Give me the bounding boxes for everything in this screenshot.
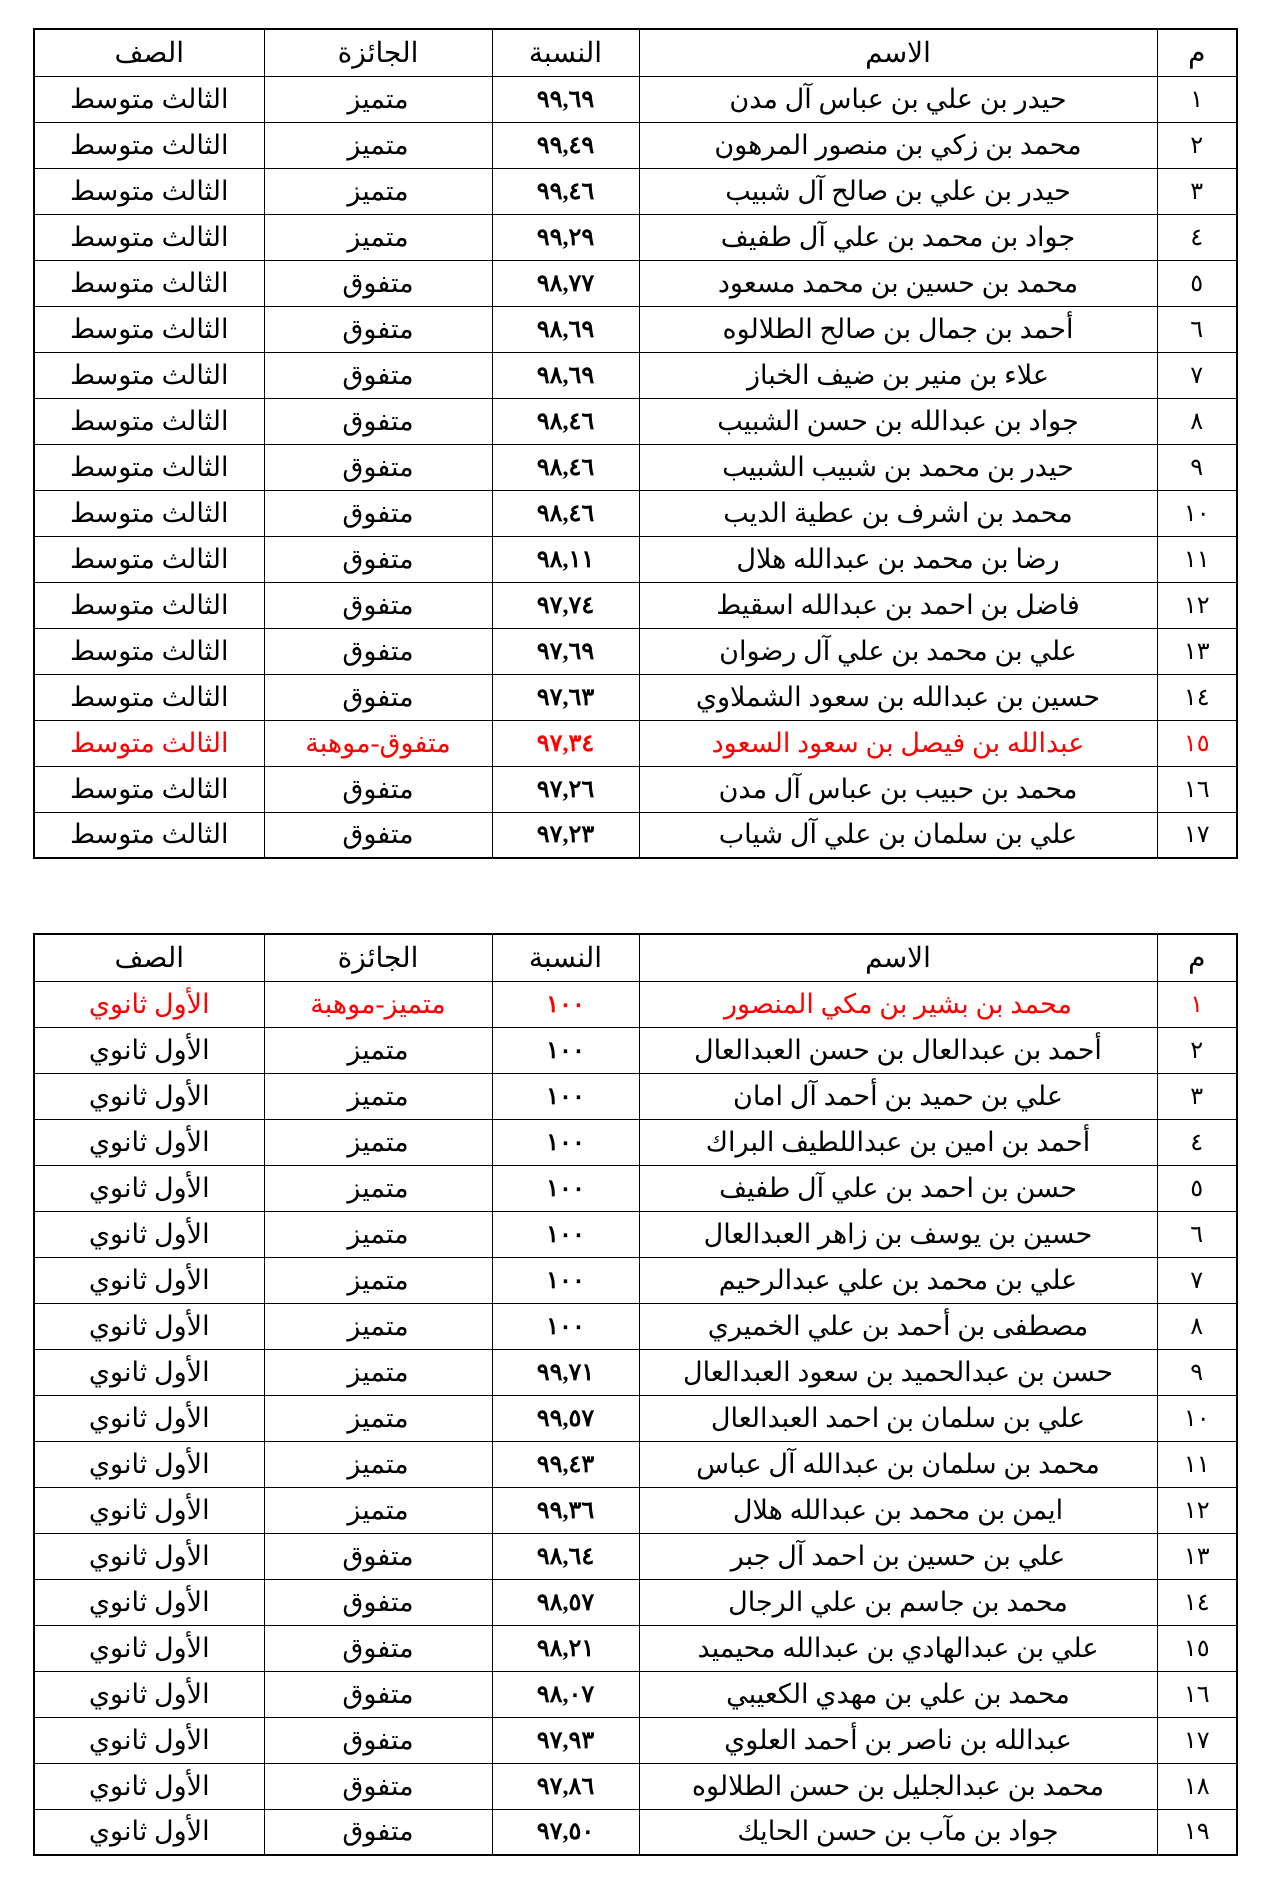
- cell-num: ٢: [1157, 122, 1237, 168]
- cell-award: متميز: [264, 1257, 492, 1303]
- cell-num: ٦: [1157, 1211, 1237, 1257]
- table-row: [34, 168, 1237, 214]
- cell-percent: ١٠٠: [492, 1303, 639, 1349]
- cell-grade: الأول ثانوي: [34, 1533, 264, 1579]
- cell-name: محمد بن حبيب بن عباس آل مدن: [639, 766, 1157, 812]
- cell-grade: الثالث متوسط: [34, 306, 264, 352]
- cell-award: متميز: [264, 1349, 492, 1395]
- header-num: م: [1157, 934, 1237, 981]
- cell-award: متميز: [264, 1487, 492, 1533]
- cell-grade: الثالث متوسط: [34, 674, 264, 720]
- table-row: [34, 490, 1237, 536]
- table-row: [34, 352, 1237, 398]
- cell-grade: الثالث متوسط: [34, 168, 264, 214]
- cell-num: ١٤: [1157, 674, 1237, 720]
- cell-name: حيدر بن علي بن صالح آل شبيب: [639, 168, 1157, 214]
- cell-grade: الأول ثانوي: [34, 981, 264, 1027]
- table-body: [34, 76, 1237, 858]
- cell-name: مصطفى بن أحمد بن علي الخميري: [639, 1303, 1157, 1349]
- cell-num: ٦: [1157, 306, 1237, 352]
- cell-num: ١٩: [1157, 1809, 1237, 1855]
- cell-grade: الأول ثانوي: [34, 1809, 264, 1855]
- cell-award: متفوق: [264, 1579, 492, 1625]
- cell-grade: الأول ثانوي: [34, 1257, 264, 1303]
- table-header: [34, 934, 1237, 981]
- cell-num: ٧: [1157, 352, 1237, 398]
- cell-award: متميز: [264, 76, 492, 122]
- cell-percent: ٩٨,٧٧: [492, 260, 639, 306]
- cell-percent: ٩٧,٣٤: [492, 720, 639, 766]
- cell-award: متميز: [264, 1165, 492, 1211]
- cell-award: متميز-موهبة: [264, 981, 492, 1027]
- table-row: [34, 214, 1237, 260]
- table-row: [34, 1257, 1237, 1303]
- cell-name: محمد بن جاسم بن علي الرجال: [639, 1579, 1157, 1625]
- cell-name: محمد بن حسين بن محمد مسعود: [639, 260, 1157, 306]
- cell-award: متميز: [264, 1441, 492, 1487]
- cell-percent: ١٠٠: [492, 1073, 639, 1119]
- cell-grade: الأول ثانوي: [34, 1349, 264, 1395]
- table-row: [34, 1027, 1237, 1073]
- cell-percent: ٩٩,٤٣: [492, 1441, 639, 1487]
- header-percent: النسبة: [492, 29, 639, 76]
- cell-grade: الثالث متوسط: [34, 628, 264, 674]
- cell-name: فاضل بن احمد بن عبدالله اسقيط: [639, 582, 1157, 628]
- cell-percent: ٩٨,٦٤: [492, 1533, 639, 1579]
- cell-name: علي بن عبدالهادي بن عبدالله محيميد: [639, 1625, 1157, 1671]
- cell-grade: الثالث متوسط: [34, 76, 264, 122]
- results-table-third-intermediate: [33, 28, 1238, 859]
- cell-percent: ٩٨,٤٦: [492, 444, 639, 490]
- cell-name: ايمن بن محمد بن عبدالله هلال: [639, 1487, 1157, 1533]
- cell-award: متميز: [264, 1303, 492, 1349]
- cell-percent: ١٠٠: [492, 1165, 639, 1211]
- cell-award: متفوق: [264, 444, 492, 490]
- cell-name: جواد بن عبدالله بن حسن الشبيب: [639, 398, 1157, 444]
- cell-award: متميز: [264, 122, 492, 168]
- cell-award: متفوق: [264, 1671, 492, 1717]
- cell-grade: الثالث متوسط: [34, 812, 264, 858]
- cell-percent: ٩٧,٨٦: [492, 1763, 639, 1809]
- cell-award: متفوق: [264, 674, 492, 720]
- cell-award: متفوق: [264, 1625, 492, 1671]
- cell-percent: ٩٩,٤٦: [492, 168, 639, 214]
- cell-num: ٨: [1157, 1303, 1237, 1349]
- table-row: [34, 1349, 1237, 1395]
- table-row: [34, 628, 1237, 674]
- cell-percent: ٩٧,٢٣: [492, 812, 639, 858]
- cell-award: متفوق: [264, 398, 492, 444]
- cell-num: ١١: [1157, 536, 1237, 582]
- cell-grade: الأول ثانوي: [34, 1165, 264, 1211]
- cell-percent: ٩٩,٦٩: [492, 76, 639, 122]
- cell-percent: ٩٩,٣٦: [492, 1487, 639, 1533]
- table-row: [34, 674, 1237, 720]
- table-row: [34, 122, 1237, 168]
- cell-grade: الثالث متوسط: [34, 490, 264, 536]
- cell-award: متميز: [264, 168, 492, 214]
- header-num: م: [1157, 29, 1237, 76]
- header-name: الاسم: [639, 29, 1157, 76]
- cell-award: متفوق: [264, 536, 492, 582]
- cell-name: حسن بن عبدالحميد بن سعود العبدالعال: [639, 1349, 1157, 1395]
- cell-name: حسين بن يوسف بن زاهر العبدالعال: [639, 1211, 1157, 1257]
- cell-percent: ٩٨,٦٩: [492, 352, 639, 398]
- cell-num: ١٥: [1157, 1625, 1237, 1671]
- table-row: [34, 536, 1237, 582]
- cell-name: جواد بن مآب بن حسن الحايك: [639, 1809, 1157, 1855]
- cell-name: علي بن سلمان بن علي آل شياب: [639, 812, 1157, 858]
- cell-percent: ٩٩,٤٩: [492, 122, 639, 168]
- header-row: [34, 29, 1237, 76]
- cell-grade: الأول ثانوي: [34, 1119, 264, 1165]
- table-row: [34, 1303, 1237, 1349]
- table-row: [34, 720, 1237, 766]
- table-row: [34, 1211, 1237, 1257]
- cell-percent: ٩٧,٦٩: [492, 628, 639, 674]
- cell-name: علي بن حميد بن أحمد آل امان: [639, 1073, 1157, 1119]
- cell-num: ١٠: [1157, 490, 1237, 536]
- cell-name: محمد بن علي بن مهدي الكعيبي: [639, 1671, 1157, 1717]
- cell-grade: الأول ثانوي: [34, 1717, 264, 1763]
- cell-num: ١٢: [1157, 1487, 1237, 1533]
- cell-percent: ٩٧,٩٣: [492, 1717, 639, 1763]
- table-row: [34, 1625, 1237, 1671]
- cell-grade: الأول ثانوي: [34, 1027, 264, 1073]
- cell-percent: ٩٧,٧٤: [492, 582, 639, 628]
- cell-award: متميز: [264, 1027, 492, 1073]
- cell-num: ١٢: [1157, 582, 1237, 628]
- cell-award: متميز: [264, 1211, 492, 1257]
- table-body: [34, 981, 1237, 1855]
- cell-num: ١٦: [1157, 1671, 1237, 1717]
- cell-name: محمد بن زكي بن منصور المرهون: [639, 122, 1157, 168]
- cell-percent: ١٠٠: [492, 1211, 639, 1257]
- cell-grade: الأول ثانوي: [34, 1625, 264, 1671]
- cell-num: ١٠: [1157, 1395, 1237, 1441]
- header-row: [34, 934, 1237, 981]
- cell-grade: الثالث متوسط: [34, 122, 264, 168]
- cell-name: حسين بن عبدالله بن سعود الشملاوي: [639, 674, 1157, 720]
- cell-name: عبدالله بن ناصر بن أحمد العلوي: [639, 1717, 1157, 1763]
- cell-percent: ١٠٠: [492, 1257, 639, 1303]
- header-award: الجائزة: [264, 29, 492, 76]
- cell-name: علي بن حسين بن احمد آل جبر: [639, 1533, 1157, 1579]
- cell-percent: ٩٨,٤٦: [492, 398, 639, 444]
- table-header: [34, 29, 1237, 76]
- table-row: [34, 1533, 1237, 1579]
- table-row: [34, 981, 1237, 1027]
- cell-num: ٣: [1157, 168, 1237, 214]
- cell-percent: ٩٨,٠٧: [492, 1671, 639, 1717]
- cell-percent: ١٠٠: [492, 1119, 639, 1165]
- cell-award: متفوق: [264, 582, 492, 628]
- table-row: [34, 306, 1237, 352]
- header-percent: النسبة: [492, 934, 639, 981]
- cell-award: متفوق: [264, 260, 492, 306]
- cell-num: ٢: [1157, 1027, 1237, 1073]
- cell-award: متفوق: [264, 1717, 492, 1763]
- cell-award: متفوق: [264, 1763, 492, 1809]
- header-grade: الصف: [34, 29, 264, 76]
- cell-award: متفوق: [264, 812, 492, 858]
- cell-grade: الثالث متوسط: [34, 260, 264, 306]
- cell-num: ٥: [1157, 1165, 1237, 1211]
- cell-award: متميز: [264, 1395, 492, 1441]
- cell-name: رضا بن محمد بن عبدالله هلال: [639, 536, 1157, 582]
- cell-award: متفوق: [264, 306, 492, 352]
- cell-num: ٤: [1157, 214, 1237, 260]
- table-row: [34, 444, 1237, 490]
- cell-grade: الثالث متوسط: [34, 582, 264, 628]
- cell-num: ١: [1157, 76, 1237, 122]
- cell-grade: الأول ثانوي: [34, 1671, 264, 1717]
- cell-award: متميز: [264, 1119, 492, 1165]
- cell-percent: ١٠٠: [492, 981, 639, 1027]
- cell-name: علاء بن منير بن ضيف الخباز: [639, 352, 1157, 398]
- cell-grade: الثالث متوسط: [34, 214, 264, 260]
- table-row: [34, 1073, 1237, 1119]
- table-row: [34, 812, 1237, 858]
- cell-award: متفوق: [264, 1809, 492, 1855]
- cell-percent: ٩٨,٦٩: [492, 306, 639, 352]
- cell-percent: ٩٨,٥٧: [492, 1579, 639, 1625]
- cell-name: عبدالله بن فيصل بن سعود السعود: [639, 720, 1157, 766]
- table-row: [34, 1671, 1237, 1717]
- cell-num: ١٣: [1157, 628, 1237, 674]
- cell-percent: ٩٨,٢١: [492, 1625, 639, 1671]
- cell-num: ١٦: [1157, 766, 1237, 812]
- cell-num: ١١: [1157, 1441, 1237, 1487]
- cell-grade: الثالث متوسط: [34, 766, 264, 812]
- cell-name: حسن بن احمد بن علي آل طفيف: [639, 1165, 1157, 1211]
- cell-grade: الأول ثانوي: [34, 1395, 264, 1441]
- cell-num: ٨: [1157, 398, 1237, 444]
- cell-num: ٩: [1157, 1349, 1237, 1395]
- cell-grade: الثالث متوسط: [34, 720, 264, 766]
- header-grade: الصف: [34, 934, 264, 981]
- cell-award: متفوق: [264, 1533, 492, 1579]
- header-award: الجائزة: [264, 934, 492, 981]
- cell-grade: الثالث متوسط: [34, 444, 264, 490]
- cell-grade: الأول ثانوي: [34, 1579, 264, 1625]
- cell-award: متفوق: [264, 628, 492, 674]
- cell-name: علي بن محمد بن علي آل رضوان: [639, 628, 1157, 674]
- cell-name: علي بن سلمان بن احمد العبدالعال: [639, 1395, 1157, 1441]
- results-table-first-secondary: [33, 933, 1238, 1856]
- cell-percent: ١٠٠: [492, 1027, 639, 1073]
- cell-grade: الأول ثانوي: [34, 1303, 264, 1349]
- cell-percent: ٩٨,١١: [492, 536, 639, 582]
- table-row: [34, 1487, 1237, 1533]
- cell-grade: الأول ثانوي: [34, 1763, 264, 1809]
- cell-award: متفوق: [264, 490, 492, 536]
- cell-grade: الأول ثانوي: [34, 1073, 264, 1119]
- cell-name: حيدر بن محمد بن شبيب الشبيب: [639, 444, 1157, 490]
- table-row: [34, 260, 1237, 306]
- cell-award: متميز: [264, 214, 492, 260]
- cell-num: ٩: [1157, 444, 1237, 490]
- table-row: [34, 766, 1237, 812]
- table-row: [34, 1119, 1237, 1165]
- table-row: [34, 1717, 1237, 1763]
- cell-percent: ٩٧,٦٣: [492, 674, 639, 720]
- cell-percent: ٩٩,٢٩: [492, 214, 639, 260]
- cell-name: محمد بن عبدالجليل بن حسن الطلالوه: [639, 1763, 1157, 1809]
- cell-award: متفوق: [264, 352, 492, 398]
- cell-name: علي بن محمد بن علي عبدالرحيم: [639, 1257, 1157, 1303]
- cell-num: ١٧: [1157, 1717, 1237, 1763]
- cell-num: ٥: [1157, 260, 1237, 306]
- cell-name: حيدر بن علي بن عباس آل مدن: [639, 76, 1157, 122]
- table-row: [34, 76, 1237, 122]
- table-row: [34, 1579, 1237, 1625]
- cell-num: ١٨: [1157, 1763, 1237, 1809]
- cell-award: متميز: [264, 1073, 492, 1119]
- cell-name: أحمد بن جمال بن صالح الطلالوه: [639, 306, 1157, 352]
- cell-grade: الثالث متوسط: [34, 352, 264, 398]
- cell-num: ١: [1157, 981, 1237, 1027]
- cell-percent: ٩٩,٧١: [492, 1349, 639, 1395]
- cell-percent: ٩٧,٥٠: [492, 1809, 639, 1855]
- cell-name: محمد بن بشير بن مكي المنصور: [639, 981, 1157, 1027]
- cell-num: ٤: [1157, 1119, 1237, 1165]
- cell-grade: الأول ثانوي: [34, 1441, 264, 1487]
- table-row: [34, 1441, 1237, 1487]
- cell-name: محمد بن اشرف بن عطية الديب: [639, 490, 1157, 536]
- cell-name: أحمد بن امين بن عبداللطيف البراك: [639, 1119, 1157, 1165]
- cell-grade: الثالث متوسط: [34, 398, 264, 444]
- table-row: [34, 1395, 1237, 1441]
- cell-num: ١٣: [1157, 1533, 1237, 1579]
- cell-num: ٧: [1157, 1257, 1237, 1303]
- cell-grade: الأول ثانوي: [34, 1487, 264, 1533]
- header-name: الاسم: [639, 934, 1157, 981]
- cell-award: متفوق: [264, 766, 492, 812]
- cell-percent: ٩٧,٢٦: [492, 766, 639, 812]
- table-row: [34, 1165, 1237, 1211]
- cell-num: ١٧: [1157, 812, 1237, 858]
- cell-name: جواد بن محمد بن علي آل طفيف: [639, 214, 1157, 260]
- cell-num: ١٤: [1157, 1579, 1237, 1625]
- cell-percent: ٩٨,٤٦: [492, 490, 639, 536]
- table-row: [34, 582, 1237, 628]
- cell-award: متفوق-موهبة: [264, 720, 492, 766]
- table-row: [34, 398, 1237, 444]
- cell-grade: الثالث متوسط: [34, 536, 264, 582]
- table-row: [34, 1809, 1237, 1855]
- cell-percent: ٩٩,٥٧: [492, 1395, 639, 1441]
- cell-name: محمد بن سلمان بن عبدالله آل عباس: [639, 1441, 1157, 1487]
- cell-num: ٣: [1157, 1073, 1237, 1119]
- cell-name: أحمد بن عبدالعال بن حسن العبدالعال: [639, 1027, 1157, 1073]
- table-row: [34, 1763, 1237, 1809]
- cell-grade: الأول ثانوي: [34, 1211, 264, 1257]
- cell-num: ١٥: [1157, 720, 1237, 766]
